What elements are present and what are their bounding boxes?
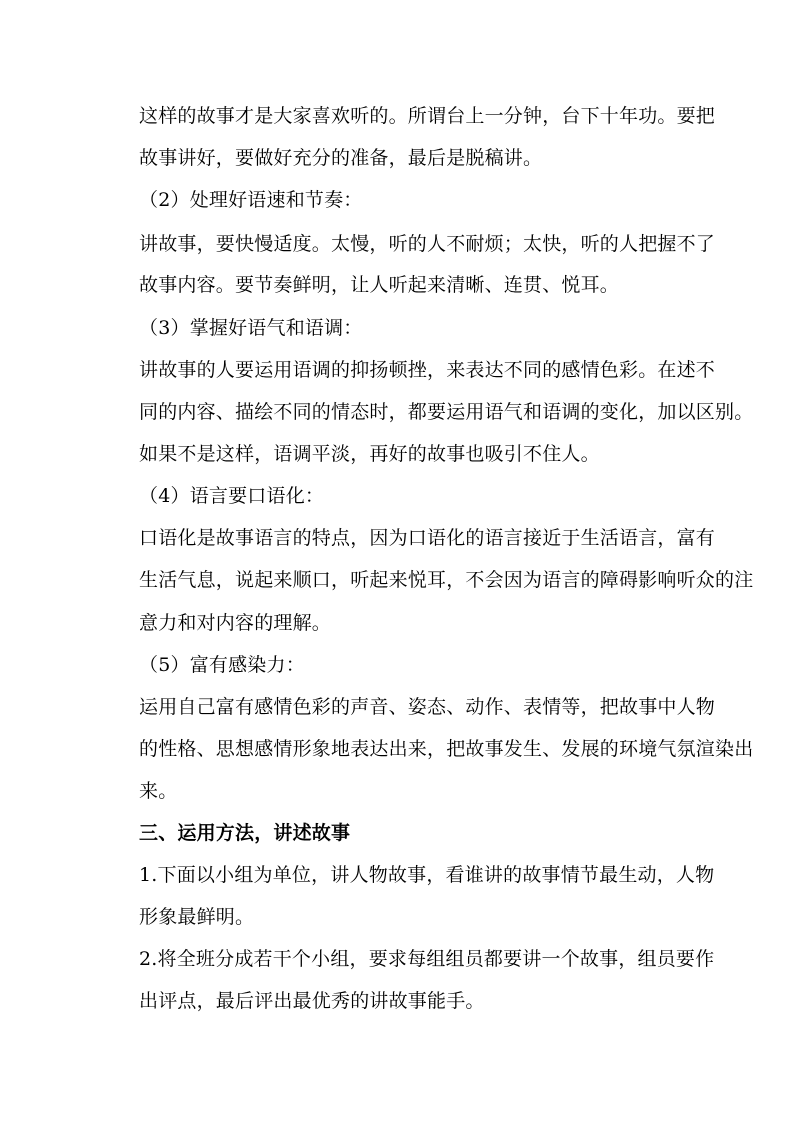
subheading-4: （4）语言要口语化： <box>139 485 325 507</box>
paragraph-5-line-3: 来。 <box>139 780 178 802</box>
paragraph-4-line-1: 口语化是故事语言的特点，因为口语化的语言接近于生活语言，富有 <box>139 527 716 549</box>
paragraph-3-line-1: 讲故事的人要运用语调的抑扬顿挫，来表达不同的感情色彩。在述不 <box>139 359 716 381</box>
paragraph-1-line-2: 故事讲好，要做好充分的准备，最后是脱稿讲。 <box>139 147 543 169</box>
paragraph-4-line-3: 意力和对内容的理解。 <box>139 612 332 634</box>
paragraph-5-line-2: 的性格、思想感情形象地表达出来，把故事发生、发展的环境气氛渲染出 <box>139 738 754 760</box>
item-1-line-2: 形象最鲜明。 <box>139 906 255 928</box>
paragraph-2-line-1: 讲故事，要快慢适度。太慢，听的人不耐烦；太快，听的人把握不了 <box>139 233 716 255</box>
subheading-5: （5）富有感染力： <box>139 654 305 676</box>
item-2-line-2: 出评点，最后评出最优秀的讲故事能手。 <box>139 990 485 1012</box>
paragraph-2-line-2: 故事内容。要节奏鲜明，让人听起来清晰、连贯、悦耳。 <box>139 274 620 296</box>
section-heading: 三、运用方法，讲述故事 <box>139 822 351 844</box>
subheading-3: （3）掌握好语气和语调： <box>139 317 363 339</box>
paragraph-1-line-1: 这样的故事才是大家喜欢听的。所谓台上一分钟，台下十年功。要把 <box>139 105 716 127</box>
item-1-line-1: 1.下面以小组为单位，讲人物故事，看谁讲的故事情节最生动，人物 <box>139 864 715 886</box>
paragraph-4-line-2: 生活气息，说起来顺口，听起来悦耳，不会因为语言的障碍影响听众的注 <box>139 569 754 591</box>
paragraph-5-line-1: 运用自己富有感情色彩的声音、姿态、动作、表情等，把故事中人物 <box>139 696 716 718</box>
paragraph-3-line-2: 同的内容、描绘不同的情态时，都要运用语气和语调的变化，加以区别。 <box>139 401 754 423</box>
item-2-line-1: 2.将全班分成若干个小组，要求每组组员都要讲一个故事，组员要作 <box>139 948 715 970</box>
paragraph-3-line-3: 如果不是这样，语调平淡，再好的故事也吸引不住人。 <box>139 443 600 465</box>
subheading-2: （2）处理好语速和节奏： <box>139 189 363 211</box>
